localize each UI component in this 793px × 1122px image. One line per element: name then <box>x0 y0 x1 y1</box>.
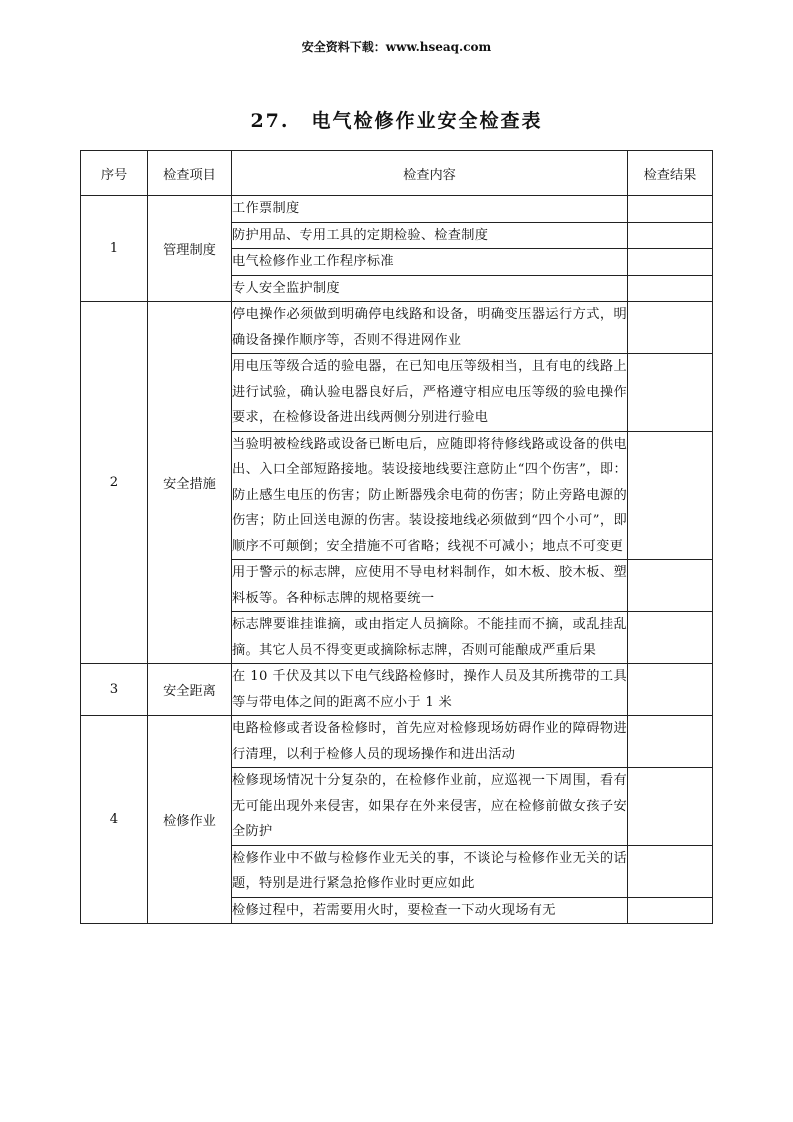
table-row <box>81 716 713 768</box>
check-result-cell[interactable] <box>628 612 713 664</box>
group-seq: 3 <box>81 664 148 716</box>
check-content: 电气检修作业工作程序标准 <box>232 249 628 276</box>
group-item: 管理制度 <box>148 196 232 302</box>
check-result-cell[interactable] <box>628 664 713 716</box>
check-content: 用电压等级合适的验电器，在已知电压等级相当，且有电的线路上进行试验，确认验电器良好后，严格遵守相应电压等级的验电操作要求，在检修设备进出线两侧分别进行验电 <box>232 354 628 432</box>
check-result-cell[interactable] <box>628 431 713 560</box>
check-result-cell[interactable] <box>628 275 713 302</box>
check-content: 用于警示的标志牌，应使用不导电材料制作，如木板、胶木板、塑料板等。各种标志牌的规格要统一 <box>232 560 628 612</box>
check-content: 检修现场情况十分复杂的，在检修作业前，应巡视一下周围，看有无可能出现外来侵害，如果存在外来侵害，应在检修前做女孩子安全防护 <box>232 768 628 846</box>
group-seq: 1 <box>81 196 148 302</box>
check-result-cell[interactable] <box>628 560 713 612</box>
site-header: 安全资料下载：www.hseaq.com <box>301 40 492 54</box>
check-content: 在 10 千伏及其以下电气线路检修时，操作人员及其所携带的工具等与带电体之间的距离不应小于 1 米 <box>232 664 628 716</box>
check-content: 电路检修或者设备检修时，首先应对检修现场妨碍作业的障碍物进行清理，以利于检修人员的现场操作和进出活动 <box>232 716 628 768</box>
check-result-cell[interactable] <box>628 249 713 276</box>
check-result-cell[interactable] <box>628 768 713 846</box>
check-result-cell[interactable] <box>628 897 713 924</box>
table-row <box>81 196 713 223</box>
column-header-result: 检查结果 <box>628 151 713 196</box>
column-header-item: 检查项目 <box>148 151 232 196</box>
group-item: 安全距离 <box>148 664 232 716</box>
column-header-content: 检查内容 <box>232 151 628 196</box>
check-result-cell[interactable] <box>628 196 713 223</box>
check-result-cell[interactable] <box>628 845 713 897</box>
check-content: 专人安全监护制度 <box>232 275 628 302</box>
group-item: 安全措施 <box>148 302 232 664</box>
check-result-cell[interactable] <box>628 302 713 354</box>
table-row <box>81 664 713 716</box>
check-result-cell[interactable] <box>628 222 713 249</box>
title-number: 27. <box>250 110 290 132</box>
check-content: 防护用品、专用工具的定期检验、检查制度 <box>232 222 628 249</box>
check-content: 检修作业中不做与检修作业无关的事，不谈论与检修作业无关的话题，特别是进行紧急抢修作业时更应如此 <box>232 845 628 897</box>
check-content: 当验明被检线路或设备已断电后，应随即将待修线路或设备的供电出、入口全部短路接地。装设接地线要注意防止“四个伤害”，即：防止感生电压的伤害；防止断器残余电荷的伤害；防止旁路电源的伤害；防止回送电源的伤害。装设接地线必须做到“四个小可”，即顺序不可颠倒；安全措施不可省略；线视不可减小；地点不可变更 <box>232 431 628 560</box>
title-text: 电气检修作业安全检查表 <box>311 110 543 132</box>
table-header-row <box>81 151 713 196</box>
check-content: 停电操作必须做到明确停电线路和设备，明确变压器运行方式，明确设备操作顺序等，否则不得进网作业 <box>232 302 628 354</box>
inspection-table <box>80 150 713 924</box>
check-content: 标志牌要谁挂谁摘，或由指定人员摘除。不能挂而不摘，或乱挂乱摘。其它人员不得变更或摘除标志牌，否则可能酿成严重后果 <box>232 612 628 664</box>
column-header-seq: 序号 <box>81 151 148 196</box>
table-row <box>81 302 713 354</box>
group-seq: 4 <box>81 716 148 924</box>
group-item: 检修作业 <box>148 716 232 924</box>
document-title <box>0 106 793 133</box>
group-seq: 2 <box>81 302 148 664</box>
check-content: 检修过程中，若需要用火时，要检查一下动火现场有无 <box>232 897 628 924</box>
check-result-cell[interactable] <box>628 716 713 768</box>
check-result-cell[interactable] <box>628 354 713 432</box>
check-content: 工作票制度 <box>232 196 628 223</box>
